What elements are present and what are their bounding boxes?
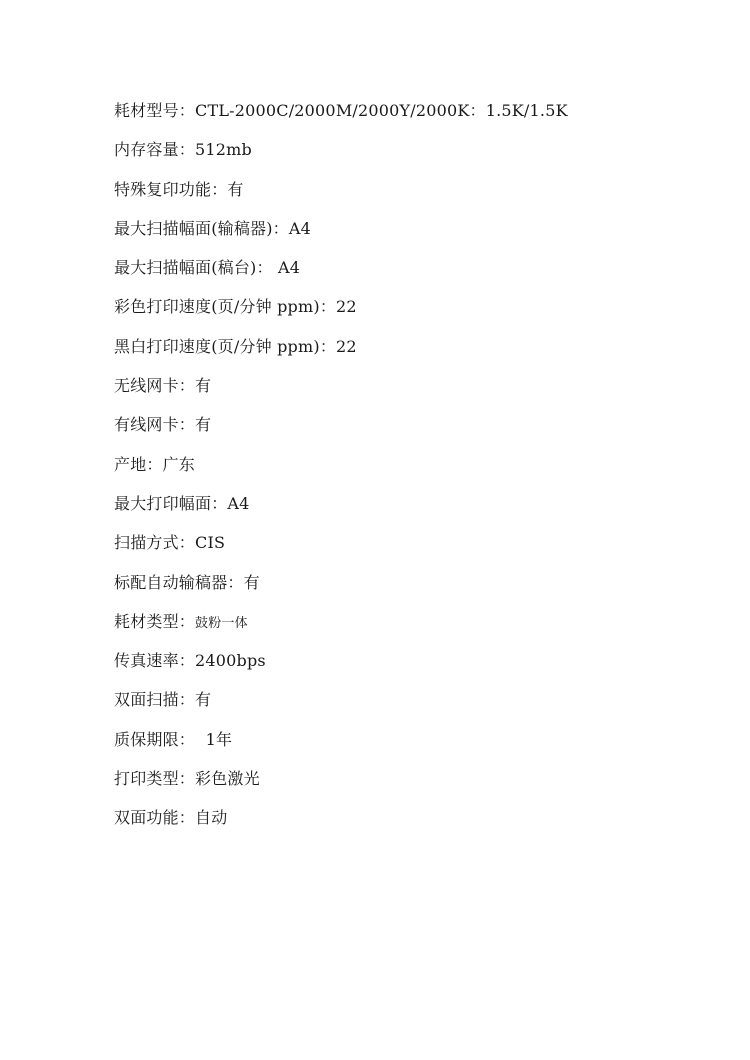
spec-warranty: 质保期限： 1年 [114,729,233,749]
spec-list [114,97,568,844]
spec-mono-print-speed: 黑白打印速度(页/分钟 ppm)：22 [114,336,357,356]
spec-consumable-model: 耗材型号：CTL-2000C/2000M/2000Y/2000K：1.5K/1.5K [114,101,568,120]
spec-fax-speed: 传真速率：2400bps [114,651,266,671]
spec-origin: 产地：广东 [114,454,196,474]
spec-max-scan-flatbed: 最大扫描幅面(稿台)： A4 [114,258,301,278]
spec-duplex-function: 双面功能：自动 [114,808,228,828]
spec-max-print-size: 最大打印幅面：A4 [114,493,250,513]
spec-consumable-type-label: 耗材类型： [114,611,196,631]
spec-adf: 标配自动输稿器：有 [114,572,260,592]
spec-consumable-type [114,608,568,647]
spec-wired-card: 有线网卡：有 [114,415,212,435]
spec-print-type: 打印类型：彩色激光 [114,769,260,789]
spec-duplex-scan: 双面扫描：有 [114,690,212,710]
spec-color-print-speed: 彩色打印速度(页/分钟 ppm)：22 [114,297,357,317]
spec-scan-method: 扫描方式：CIS [114,533,226,553]
spec-memory: 内存容量：512mb [114,140,252,160]
spec-wireless-card: 无线网卡：有 [114,376,212,396]
spec-max-scan-adf: 最大扫描幅面(输稿器)：A4 [114,218,312,238]
spec-special-copy: 特殊复印功能：有 [114,179,244,199]
spec-consumable-type-value: 鼓粉一体 [195,615,248,631]
